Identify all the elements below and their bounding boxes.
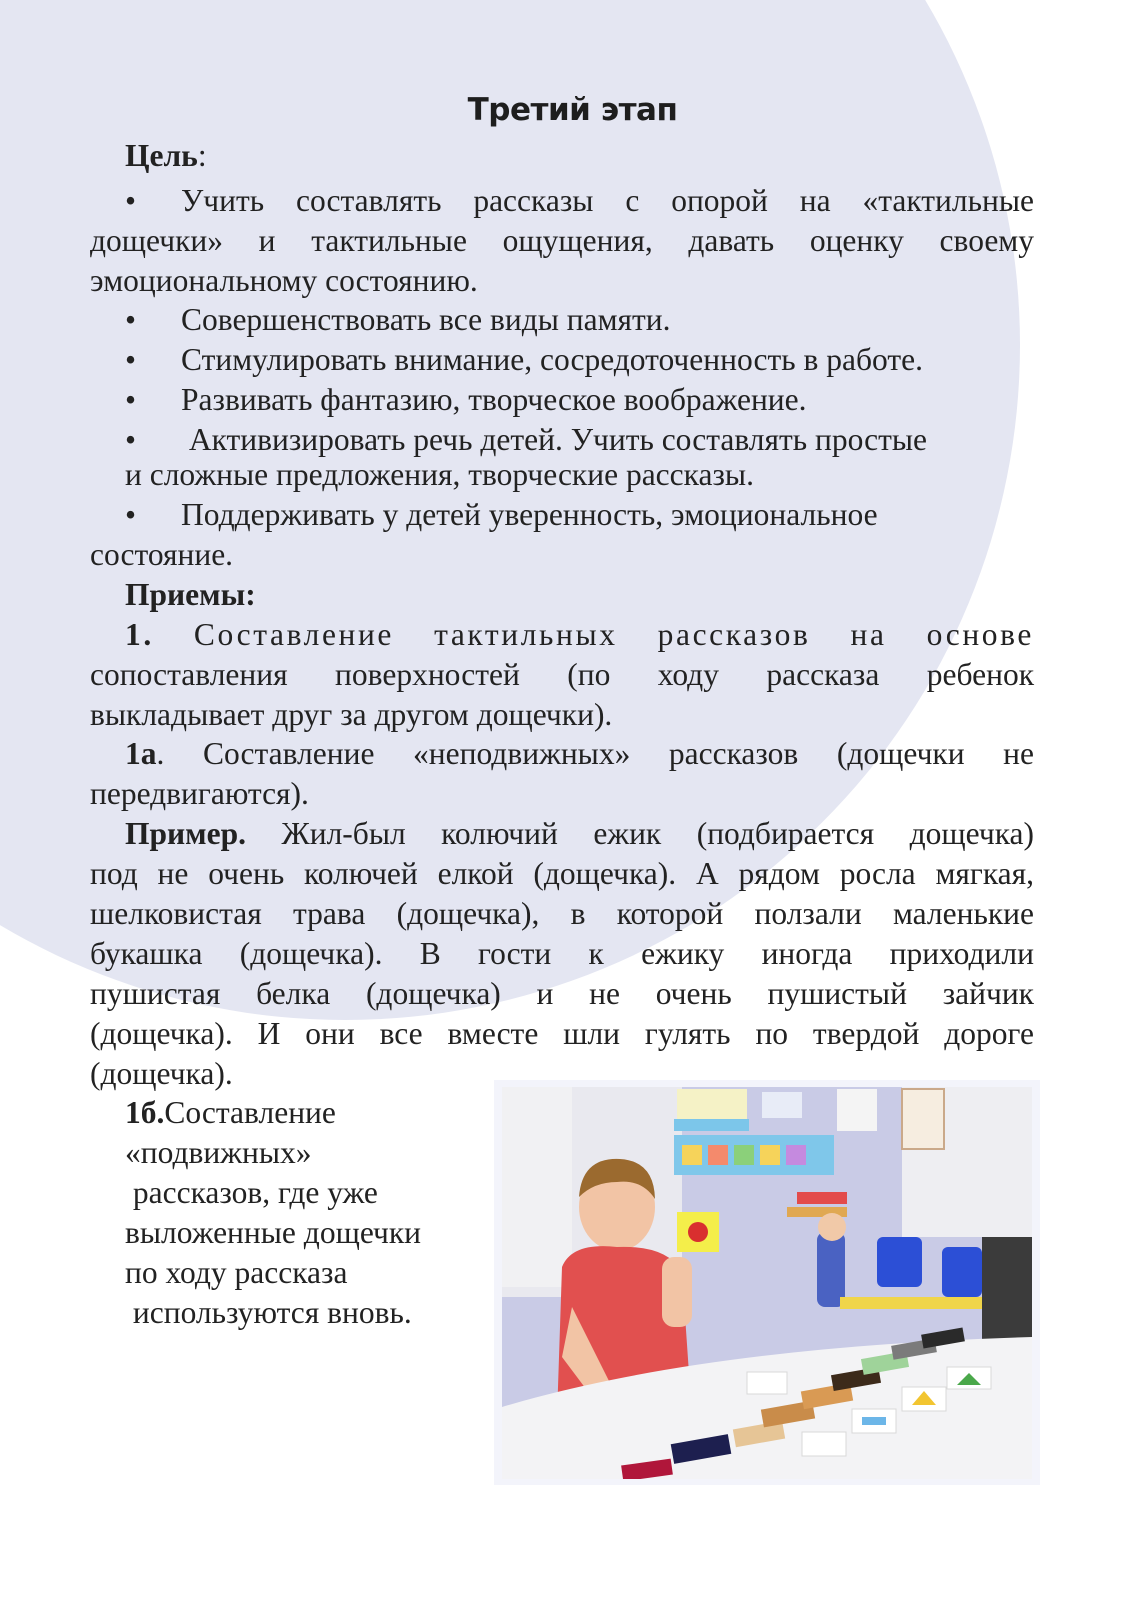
example-line-4: букашка (дощечка). В гости к ежику иногда приходили (90, 936, 1034, 971)
example-line-2: под не очень колючей елкой (дощечка). А рядом росла мягкая, (90, 856, 1034, 891)
method-1b-line-1 (125, 1093, 485, 1133)
method-1b-line-6: используются вновь. (125, 1295, 412, 1330)
bullet-6-line-1 (125, 495, 1034, 535)
example-line-6: (дощечка). И они все вместе шли гулять по твердой дороге (90, 1016, 1034, 1051)
bullet-3 (125, 340, 1034, 380)
method-1b (125, 1093, 485, 1333)
classroom-photo (494, 1080, 1040, 1485)
bullet-dot: • (125, 342, 137, 377)
goal-label: Цель (125, 138, 198, 173)
goal-colon: : (197, 138, 207, 173)
bullet-text: Поддерживать у детей уверенность, эмоциональное (181, 497, 878, 532)
bullet-text: Совершенствовать все виды памяти. (181, 302, 671, 337)
bullet-dot: • (125, 382, 137, 417)
method-1a-text: . Составление «неподвижных» рассказов (дощечки не (156, 736, 1034, 771)
bullet-dot: • (125, 497, 137, 532)
example-line-1 (125, 814, 1034, 854)
method-1b-line-5: по ходу рассказа (125, 1255, 348, 1290)
method-1b-number: 1б. (125, 1095, 165, 1130)
example-line-7: (дощечка). (90, 1056, 233, 1091)
bullet-text: Активизировать речь детей. Учить составлять простые (181, 422, 928, 457)
method-1a-line-1 (125, 734, 1034, 774)
method-1-text: Составление тактильных рассказов на основе (193, 617, 1034, 652)
page-title: Третий этап (467, 92, 678, 128)
method-1-number: 1. (125, 617, 154, 652)
bullet-dot: • (125, 183, 137, 218)
bullet-4 (125, 380, 1034, 420)
methods-heading: Приемы: (125, 577, 256, 612)
method-1b-line-4: выложенные дощечки (125, 1215, 422, 1250)
bullet-2 (125, 300, 1034, 340)
method-1-line-2: сопоставления поверхностей (по ходу рассказа ребенок (90, 657, 1034, 692)
bullet-text: Развивать фантазию, творческое воображение. (181, 382, 807, 417)
bullet-6-line-2: состояние. (90, 537, 234, 572)
method-1b-line-2: «подвижных» (125, 1135, 312, 1170)
goal-heading (125, 136, 1034, 176)
method-1-line-1 (125, 615, 1034, 655)
example-text: Жил-был колючий ежик (подбирается дощечка) (246, 816, 1034, 851)
method-1b-text: Составление (164, 1095, 336, 1130)
bullet-dot: • (125, 422, 137, 457)
bullet-1-line-1 (125, 181, 1034, 221)
example-label: Пример. (125, 816, 247, 851)
bullet-text: Стимулировать внимание, сосредоточенность в работе. (181, 342, 923, 377)
example-line-5: пушистая белка (дощечка) и не очень пушистый зайчик (90, 976, 1034, 1011)
method-1a-number: 1а (125, 736, 157, 771)
example-line-3: шелковистая трава (дощечка), в которой ползали маленькие (90, 896, 1034, 931)
photo-illustration (502, 1087, 1032, 1479)
method-1a-line-2: передвигаются). (90, 776, 309, 811)
bullet-1-line-2: дощечки» и тактильные ощущения, давать оценку своему (90, 223, 1034, 258)
bullet-5-line-1 (125, 420, 1034, 460)
bullet-1-line-3: эмоциональному состоянию. (90, 263, 478, 298)
bullet-5-line-2: и сложные предложения, творческие рассказы. (125, 457, 754, 492)
method-1b-line-3: рассказов, где уже (125, 1175, 378, 1210)
bullet-dot: • (125, 302, 137, 337)
bullet-text: Учить составлять рассказы с опорой на «тактильные (181, 183, 1034, 218)
method-1-line-3: выкладывает друг за другом дощечки). (90, 697, 613, 732)
